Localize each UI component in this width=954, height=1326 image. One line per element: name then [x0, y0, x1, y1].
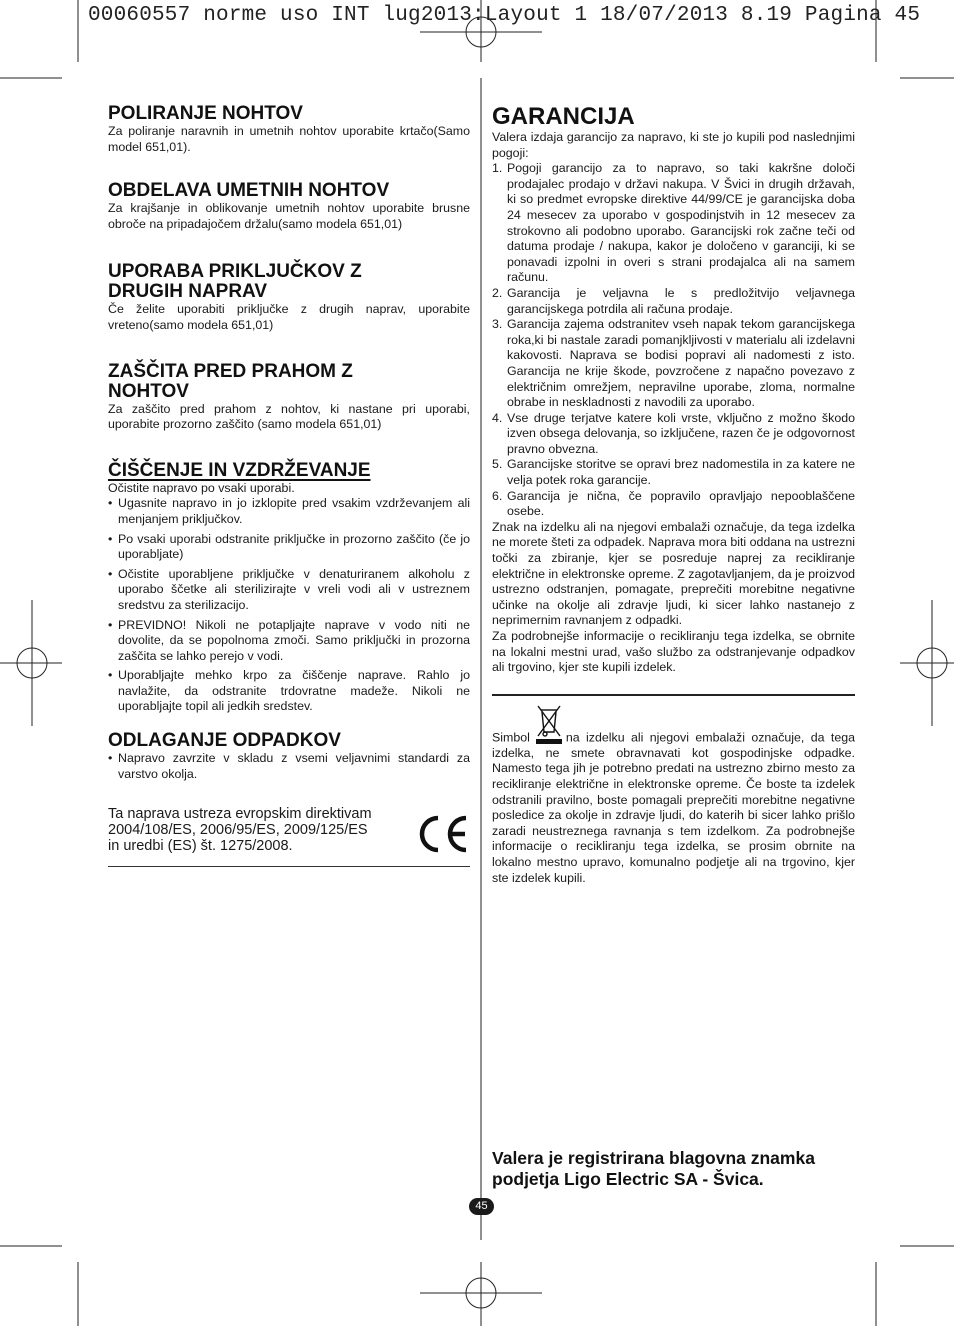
list-item: • Uporabljajte mehko krpo za čiščenje naprave. Rahlo jo navlažite, da odstranite trdovratne madeže. Nikoli ne uporabljajte topil ali jedkih sredstev.	[108, 668, 470, 715]
print-slug: 00060557 norme uso INT lug2013:Layout 1 18/07/2013 8.19 Pagina 45	[88, 4, 921, 27]
trademark-note	[492, 1148, 872, 1190]
list-item: 1. Pogoji garancijo za to napravo, so taki kakršne določi prodajalec prodajo v državi nakupa. V Švici in drugih državah, ki so predmet evropske direktive 44/99/CE je garancijska doba 24 mesecev za uporabo v gospodinjstvih in 12 mesecev za strokovno ali podobno uporabo. Garancijski rok začne teči od datuma prodaje / nakupa, kakor je določeno v garanciji, ki se ponavadi izpolni in overi s strani prodajalca ali na samem računu.	[492, 161, 855, 285]
list-item: • PREVIDNO! Nikoli ne potapljajte naprave v vodo niti ne dovolite, da se popolnoma zmoči. Samo priključki in prozorna zaščita se lahko perejo v vodi.	[108, 618, 470, 665]
section-artificial-nails	[108, 181, 470, 232]
trademark-line-2: podjetja Ligo Electric SA - Švica.	[492, 1169, 764, 1189]
text-dust: Za zaščito pred prahom z nohtov, ki nastane pri uporabi, uporabite prozorno zaščito (samo modela 651,01)	[108, 401, 470, 432]
divider	[492, 694, 855, 696]
list-item: • Očistite uporabljene priključke v denaturiranem alkoholu z uporabo ščetke ali sterilizirajte v vreli vodi ali v ustreznem sredstvu za sterilizacijo.	[108, 567, 470, 614]
heading-dust-line-2: NOHTOV	[108, 380, 189, 402]
heading-accessories-line-1: UPORABA PRIKLJUČKOV Z	[108, 261, 362, 283]
list-item: • Ugasnite napravo in jo izklopite pred vsakim vzdrževanjem ali menjanjem priključkov.	[108, 496, 470, 527]
heading-polishing: POLIRANJE NOHTOV	[108, 103, 303, 124]
registration-top-icon	[420, 0, 542, 62]
text-accessories: Če želite uporabiti priključke z drugih naprav, uporabite vreteno(samo modela 651,01)	[108, 302, 470, 332]
right-column	[492, 104, 855, 886]
disposal-list	[108, 751, 470, 782]
section-polishing	[108, 104, 470, 155]
registration-bottom-icon	[420, 1262, 542, 1326]
section-dust-protection	[108, 362, 470, 433]
warranty-conditions-list	[492, 161, 855, 520]
heading-warranty: GARANCIJA	[492, 103, 635, 130]
section-cleaning	[108, 461, 470, 715]
text-artificial-nails: Za krajšanje in oblikovanje umetnih nohtov uporabite brusne obroče na pripadajočem držalu(samo modela 651,01)	[108, 201, 470, 231]
left-column	[108, 104, 470, 867]
ce-text-line-3: in uredbi (ES) št. 1275/2008.	[108, 838, 293, 855]
heading-cleaning: ČIŠČENJE IN VZDRŽEVANJE	[108, 459, 371, 481]
registration-right-icon	[900, 600, 954, 726]
ce-mark-icon	[416, 814, 470, 854]
list-item: 6. Garancija je nična, če popravilo opravljajo nepooblaščene osebe.	[492, 488, 855, 519]
section-accessories	[108, 262, 470, 333]
cleaning-list	[108, 496, 470, 715]
heading-artificial-nails: OBDELAVA UMETNIH NOHTOV	[108, 180, 390, 202]
ce-compliance	[108, 806, 470, 867]
list-item: 2. Garancija je veljavna le s predložitvijo veljavnega garancijskega potrdila ali računa prodaje.	[492, 285, 855, 316]
text-recycling-1: Znak na izdelku ali na njegovi embalaži označuje, da tega izdelka ne morete šteti za odpadek. Naprava mora biti oddana na ustrezni točki za zbiranje, kjer se posreduje naprej za recikliranje električne in elektronske opreme. Z zagotavljanjem, da je proizvod ustrezno odstranjen, pomagate, preprečiti morebitne negativne učinke na okolje ali zdravje ljudi, ki sicer lahko nastanejo z neprimernim ravnanjem z odpadki.	[492, 519, 855, 628]
registration-left-icon	[0, 600, 62, 726]
text-weee: Simbol na izdelku ali njegovi embalaži označuje, da tega izdelka, ne smete obravnavati kot gospodinjske odpadke. Namesto tega jih je potrebno predati na ustrezno zbirno mesto za recikliranje električne in elektronske opreme. Če boste ta izdelek odstranili pravilno, boste pomagali preprečiti morebitne negativne posledice za okolje in zdravje ljudi, do katerih bi sicer lahko prišlo zaradi neustreznega ravnanja s tem izdelkom. Za podrobnejše informacije o recikliranju tega izdelka, se prosim obrnite na lokalno mestno upravo, komunalno podjetje ali na trgovino, kjer ste izdelek kupili.	[492, 702, 855, 886]
list-item: 3. Garancija zajema odstranitev vseh napak tekom garancijskega roka,ki bi nastale zaradi pomanjkljivosti v materialu ali izdelavni kakovosti. Naprava se bodisi popravi ali nadomesti z isto. Garancija ne krije škode, povzročene z napačno povezavo z električnim omrežjem, nepravilne uporabe, zloma, normalne obrabe in neskladnosti z navodili za uporabo.	[492, 317, 855, 410]
ce-text-line-1: Ta naprava ustreza evropskim direktivam	[108, 806, 372, 823]
heading-disposal: ODLAGANJE ODPADKOV	[108, 730, 341, 752]
page-number: 45	[469, 1198, 494, 1215]
heading-accessories-line-2: DRUGIH NAPRAV	[108, 281, 268, 303]
heading-dust-line-1: ZAŠČITA PRED PRAHOM Z	[108, 360, 353, 382]
ce-text-line-2: 2004/108/ES, 2006/95/ES, 2009/125/ES	[108, 822, 368, 839]
list-item: 4. Vse druge terjatve katere koli vrste, vključno z možno škodo izven obsega delovanja, so izključene, razen če je odgovornost pravno obvezna.	[492, 410, 855, 456]
list-item: • Po vsaki uporabi odstranite priključke in prozorno zaščito (če jo uporabljate)	[108, 532, 470, 563]
section-disposal	[108, 731, 470, 782]
trademark-line-1: Valera je registrirana blagovna znamka	[492, 1148, 815, 1168]
list-item: • Napravo zavrzite v skladu z vsemi veljavnimi standardi za varstvo okolja.	[108, 751, 470, 782]
text-cleaning-intro: Očistite napravo po vsaki uporabi.	[108, 480, 295, 495]
text-recycling-2: Za podrobnejše informacije o recikliranju tega izdelka, se obrnite na lokalni mestni urad, vašo službo za odstranjevanje odpadkov ali trgovino, kjer ste kupili izdelek.	[492, 629, 855, 675]
list-item: 5. Garancijske storitve se opravi brez nadomestila in za katere ne velja potek roka garancije.	[492, 457, 855, 488]
text-polishing: Za poliranje naravnih in umetnih nohtov uporabite krtačo(Samo model 651,01).	[108, 124, 470, 154]
text-warranty-intro: Valera izdaja garancijo za napravo, ki ste jo kupili pod naslednjimi pogoji:	[492, 130, 855, 160]
crossed-bin-icon	[532, 702, 564, 746]
